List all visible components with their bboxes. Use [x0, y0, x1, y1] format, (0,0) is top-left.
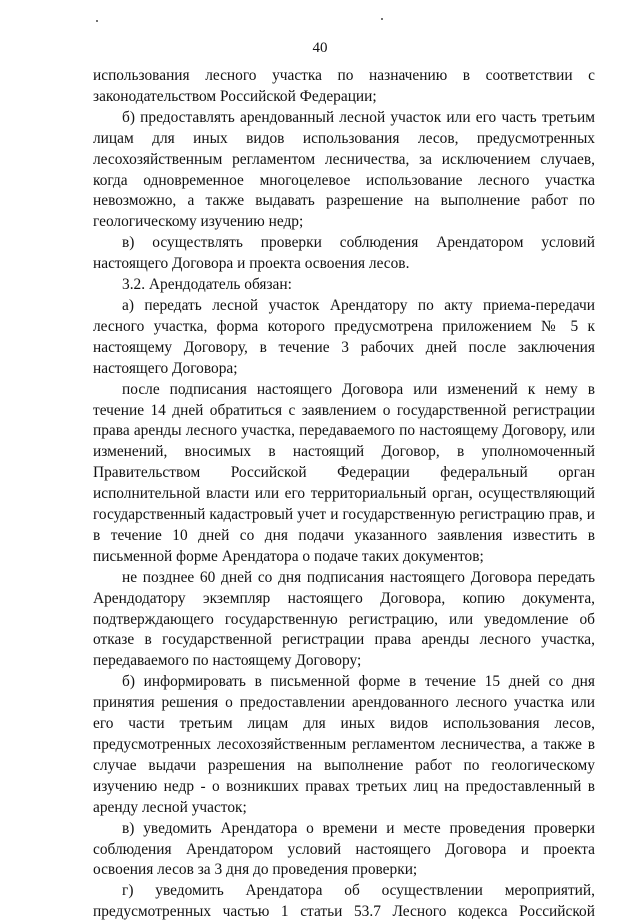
paragraph: г) уведомить Арендатора об осуществлении мероприятий, предусмотренных частью 1 статьи 53.7 Лесного кодекса Российской	[93, 882, 595, 921]
paragraph: в) осуществлять проверки соблюдения Арендатором условий настоящего Договора и проекта освоения лесов.	[93, 234, 595, 273]
paragraph: а) передать лесной участок Арендатору по акту приема-передачи лесного участка, форма которого предусмотрена приложением № 5 к настоящему Договору, в течение 3 рабочих дней после заключения настоящего Договора;	[93, 296, 595, 377]
page-number: 40	[312, 40, 328, 56]
paragraph: не позднее 60 дней со дня подписания настоящего Договора передать Арендодатору экземпляр настоящего Договора, копию документа, подтверждающего государственную регистрацию, или уведомление об отказе в государственной регистрации права аренды лесного участка, передаваемого по настоящему Договору;	[93, 568, 595, 670]
scan-speck	[381, 18, 383, 20]
paragraph: после подписания настоящего Договора или изменений к нему в течение 14 дней обратиться с заявлением о государственной регистрации права аренды лесного участка, передаваемого по настоящему Договору, или изменений, вносимых в настоящий Договор, в уполномоченный Правительством Российской Федерации федеральный орган исполнительной власти или его территориальный орган, осуществляющий государственный кадастровый учет и государственную регистрацию прав, и в течение 10 дней со дня подачи указанного заявления известить в письменной форме Арендатора о подаче таких документов;	[93, 380, 595, 565]
paragraph: б) предоставлять арендованный лесной участок или его часть третьим лицам для иных видов использования лесов, предусмотренных лесохозяйственным регламентом лесничества, за исключением случаев, когда одновременное многоцелевое использование лесного участка невозможно, а также выдавать разрешение на выполнение работ по геологическому изучению недр;	[93, 108, 595, 231]
scan-speck	[96, 20, 98, 22]
section-heading: 3.2. Арендодатель обязан:	[122, 276, 292, 294]
paragraph: в) уведомить Арендатора о времени и месте проведения проверки соблюдения Арендатором условий настоящего Договора и проекта освоения лесов за 3 дня до проведения проверки;	[93, 819, 595, 879]
paragraph: б) информировать в письменной форме в течение 15 дней со дня принятия решения о предоставлении арендованного лесного участка или его части третьим лицам для иных видов использования лесов, предусмотренных лесохозяйственным регламентом лесничества, а также в случае выдачи разрешения на выполнение работ по геологическому изучению недр - о возникших правах третьих лиц на предоставленный в аренду лесной участок;	[93, 673, 595, 816]
document-body	[93, 66, 595, 923]
paragraph: использования лесного участка по назначению в соответствии с законодательством Российской Федерации;	[93, 67, 595, 105]
